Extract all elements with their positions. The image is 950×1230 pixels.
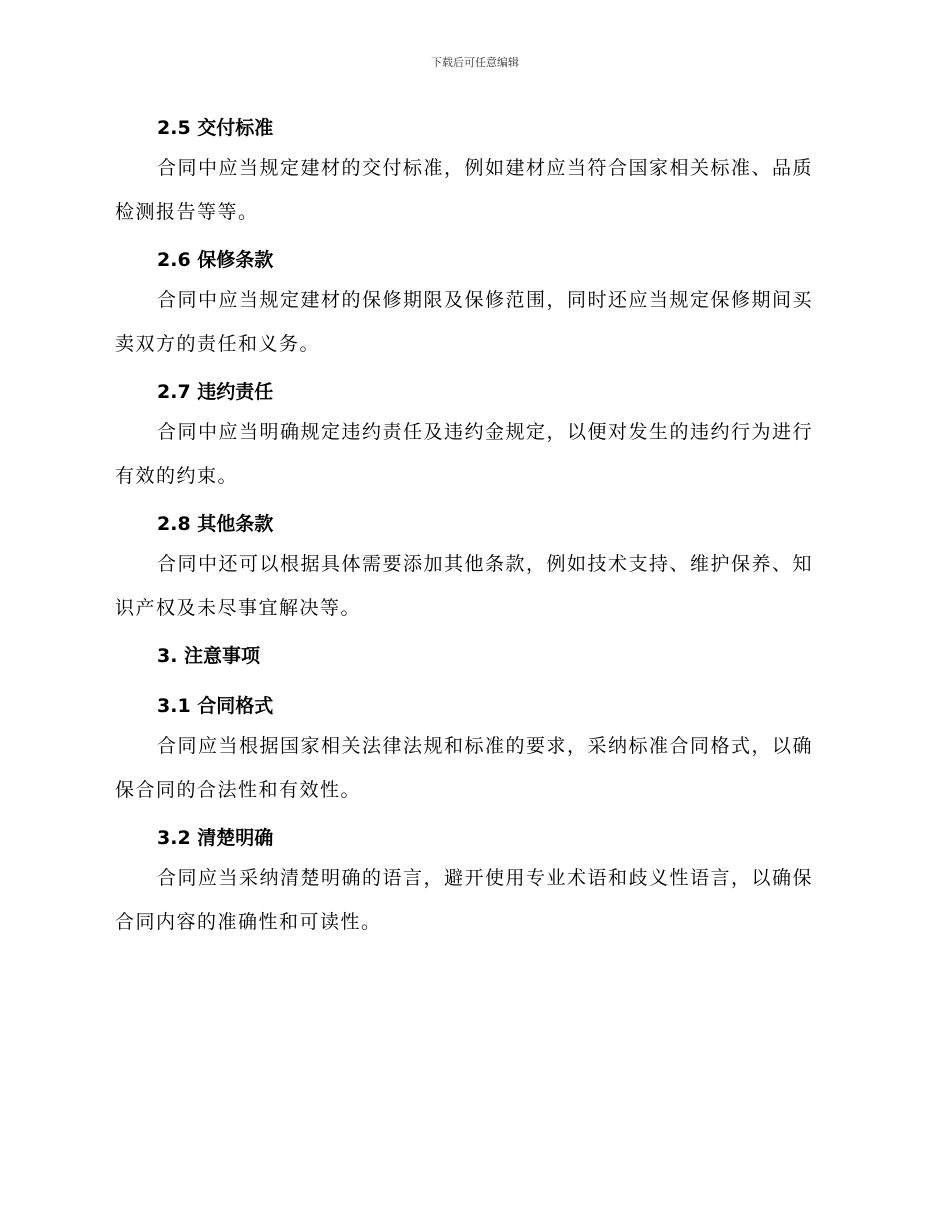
section-heading-2-5: 2.5 交付标准 xyxy=(157,117,274,139)
section-heading-3-2: 3.2 清楚明确 xyxy=(157,827,274,849)
section-heading-2-6: 2.6 保修条款 xyxy=(157,249,274,271)
section-heading-3-1: 3.1 合同格式 xyxy=(157,695,274,717)
document-body xyxy=(115,110,830,944)
section-heading-2-7: 2.7 违约责任 xyxy=(157,381,274,403)
section-paragraph-2-7: 合同中应当明确规定违约责任及违约金规定，以便对发生的违约行为进行有效的约束。 xyxy=(115,421,814,487)
section-heading-3: 3. 注意事项 xyxy=(157,645,261,667)
section-paragraph-2-8: 合同中还可以根据具体需要添加其他条款，例如技术支持、维护保养、知识产权及未尽事宜解决等。 xyxy=(115,553,814,619)
section-paragraph-3-1: 合同应当根据国家相关法律法规和标准的要求，采纳标准合同格式，以确保合同的合法性和有效性。 xyxy=(115,735,814,801)
page-header: 下载后可任意编辑 xyxy=(431,56,519,69)
section-heading-2-8: 2.8 其他条款 xyxy=(157,513,274,535)
section-paragraph-2-5: 合同中应当规定建材的交付标准，例如建材应当符合国家相关标准、品质检测报告等等。 xyxy=(115,157,814,223)
section-paragraph-3-2: 合同应当采纳清楚明确的语言，避开使用专业术语和歧义性语言，以确保合同内容的准确性和可读性。 xyxy=(115,867,814,933)
section-paragraph-2-6: 合同中应当规定建材的保修期限及保修范围，同时还应当规定保修期间买卖双方的责任和义务。 xyxy=(115,289,814,355)
